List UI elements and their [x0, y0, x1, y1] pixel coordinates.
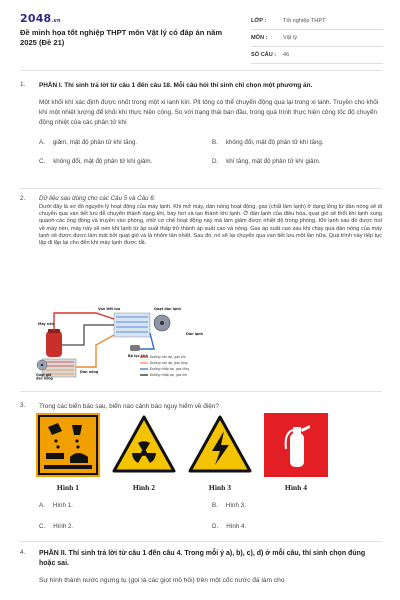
divider — [20, 541, 382, 542]
high-pressure-liquid-pipe — [76, 335, 114, 367]
option-letter: D. — [212, 158, 219, 165]
question-number: 1. — [20, 81, 26, 88]
meta-row-grade — [251, 13, 383, 30]
meta-row-subject — [251, 30, 383, 47]
option-letter: B. — [212, 502, 218, 509]
question-body — [39, 195, 382, 247]
option-letter: A. — [39, 502, 45, 509]
site-logo[interactable] — [20, 12, 61, 25]
option-letter: B. — [212, 139, 218, 146]
option-b[interactable] — [212, 502, 382, 509]
section-heading: PHẦN II. Thí sinh trả lời từ câu 1 đến câu 4. Trong mỗi ý a), b), c), d) ở mỗi câu, thí sinh chọn đúng hoặc sai. — [39, 550, 366, 567]
diagram-legend — [140, 355, 189, 377]
answer-options — [39, 502, 382, 530]
warning-signs — [36, 413, 330, 495]
exam-meta-table — [251, 13, 383, 64]
sign-caption: Hình 2 — [132, 483, 156, 492]
answer-options — [39, 139, 382, 165]
logo-suffix: .vn — [51, 18, 61, 24]
meta-value: Vật lý — [283, 35, 297, 41]
dryer-filter-icon — [130, 345, 140, 351]
sign-1 — [36, 413, 100, 492]
option-b[interactable] — [212, 139, 382, 146]
fire-extinguisher-sign-icon — [264, 413, 328, 477]
option-text: Hình 4. — [226, 523, 247, 530]
meta-label: MÔN : — [251, 35, 268, 41]
question-number: 2. — [20, 195, 26, 202]
label-compressor: Máy nén — [38, 322, 55, 326]
legend-item: Đường thấp áp, gas lỏng — [150, 367, 190, 372]
sign-2 — [112, 413, 176, 492]
divider — [20, 188, 382, 189]
air-conditioner-diagram — [36, 305, 219, 381]
option-letter: D. — [212, 523, 219, 530]
divider — [20, 70, 382, 71]
option-c[interactable] — [39, 523, 212, 530]
legend-item: Đường cao áp, gas lỏng — [150, 361, 188, 366]
label-condenser: Dàn nóng — [80, 370, 99, 374]
label-evaporator-fan: Quạt dàn lạnh — [154, 307, 181, 311]
sign-caption: Hình 1 — [56, 483, 80, 492]
sign-caption: Hình 4 — [284, 483, 308, 492]
legend-item: Đường thấp áp, gas khí — [150, 373, 188, 378]
label-condenser-fan: Quạt gió dàn nóng — [36, 373, 53, 381]
question-number: 4. — [20, 549, 26, 556]
option-a[interactable] — [39, 502, 212, 509]
question-body — [39, 549, 382, 586]
question-body — [39, 81, 382, 165]
option-text: Hình 2. — [53, 523, 74, 530]
divider — [20, 391, 382, 392]
page-title: Đề minh họa tốt nghiệp THPT môn Vật lý có đáp án năm 2025 (Đề 21) — [20, 28, 223, 47]
option-d[interactable] — [212, 158, 382, 165]
label-filter: Bộ lọc khô — [128, 354, 148, 358]
question-body — [39, 502, 382, 530]
option-d[interactable] — [212, 523, 382, 530]
question-text: Sự hình thành nước ngưng tụ (gọi là các giọt mồ hôi) trên một cốc nước đá làm cho — [39, 577, 285, 584]
label-valve: Van tiết lưu — [98, 307, 121, 311]
option-text: Hình 1. — [52, 502, 73, 509]
option-text: khí tăng, mật độ phân tử khí giảm. — [226, 158, 321, 165]
data-intro: Dữ liệu sau dùng cho các Câu 5 và Câu 6: — [39, 195, 156, 202]
condenser-fan-icon — [37, 360, 47, 370]
option-a[interactable] — [39, 139, 212, 146]
question-text: Trong các biển báo sau, biển nào cảnh báo nguy hiểm về điện? — [39, 403, 219, 410]
meta-value: Tốt nghiệp THPT — [283, 18, 326, 24]
question-body — [39, 402, 382, 412]
sign-3 — [188, 413, 252, 492]
legend-item: Đường cao áp, gas khí — [150, 355, 186, 360]
logo-text: 2048 — [20, 12, 52, 25]
label-evaporator: Dàn lạnh — [186, 332, 203, 336]
compressor-icon — [46, 329, 62, 357]
high-voltage-sign-icon — [188, 413, 252, 477]
radiation-sign-icon — [112, 413, 176, 477]
meta-row-count — [251, 47, 383, 64]
corrosive-sign-icon — [36, 413, 100, 477]
option-text: không đổi, mật độ phân tử khí giảm. — [53, 158, 153, 165]
section-heading: PHẦN I. Thí sinh trả lời từ câu 1 đến câu 18. Mỗi câu hỏi thí sinh chỉ chọn một phương án. — [39, 82, 313, 89]
option-c[interactable] — [39, 158, 212, 165]
page-header — [0, 0, 400, 66]
meta-label: LỚP : — [251, 18, 267, 24]
meta-value: 46 — [283, 52, 290, 58]
option-text: giảm, mật độ phân tử khí tăng. — [52, 139, 138, 146]
passage-text: Dưới đây là sơ đồ nguyên lý hoạt động của máy lạnh. Khi mở máy, dàn nóng hoạt động, gas (chất làm lạnh) ở dạng lỏng từ dàn nóng sẽ di chuyển qua van tiết lưu để chuyển thành dạng khí, bay hơi và tạo thành khí lạnh. Ở dàn lạnh của điều hòa, quạt gió sẽ thổi khí lạnh xung quanh các ống đồng và truyền vào phòng, nhờ cơ chế hoạt động này mà làm giảm được nhiệt độ trong phòng. Khi lạnh sau đó được hút về máy nén, máy này sẽ nén khí lạnh từ áp suất thấp trở thành áp suất cao và nóng. Gas áp suất cao sau khi chạy qua dàn nóng của máy lạnh sẽ được được làm mát bởi quạt gió và lá nhôm tản nhiệt. Sau đó, nó sẽ lại chuyển qua van tiết lưu một lần nữa. Quá trình này tiếp tục lặp đi lặp lại cho đến khi máy lạnh được tắt. — [39, 204, 382, 247]
option-letter: A. — [39, 139, 45, 146]
question-text: Một khối khí xác định được nhốt trong một xi lanh kín. Pit tông có thể chuyển động qua lại trong xi lanh. Truyền cho khối khí một nhiệt lượng để khối khí thực hiện công. So với trạng thái ban đầu, trong quá trình thực hiện công tốc độ chuyển động nhiệt của các phân tử khí — [39, 99, 379, 126]
option-letter: C. — [39, 158, 46, 165]
option-text: không đổi, mật độ phân tử khí tăng. — [225, 139, 324, 146]
meta-label: SỐ CÂU : — [251, 52, 277, 58]
option-text: Hình 3. — [225, 502, 246, 509]
evaporator-fan-icon — [154, 315, 170, 331]
option-letter: C. — [39, 523, 46, 530]
sign-4 — [264, 413, 328, 492]
low-pressure-gas-pipe — [62, 325, 114, 345]
evaporator-coil-icon — [114, 313, 150, 337]
question-number: 3. — [20, 402, 26, 409]
sign-caption: Hình 3 — [208, 483, 232, 492]
